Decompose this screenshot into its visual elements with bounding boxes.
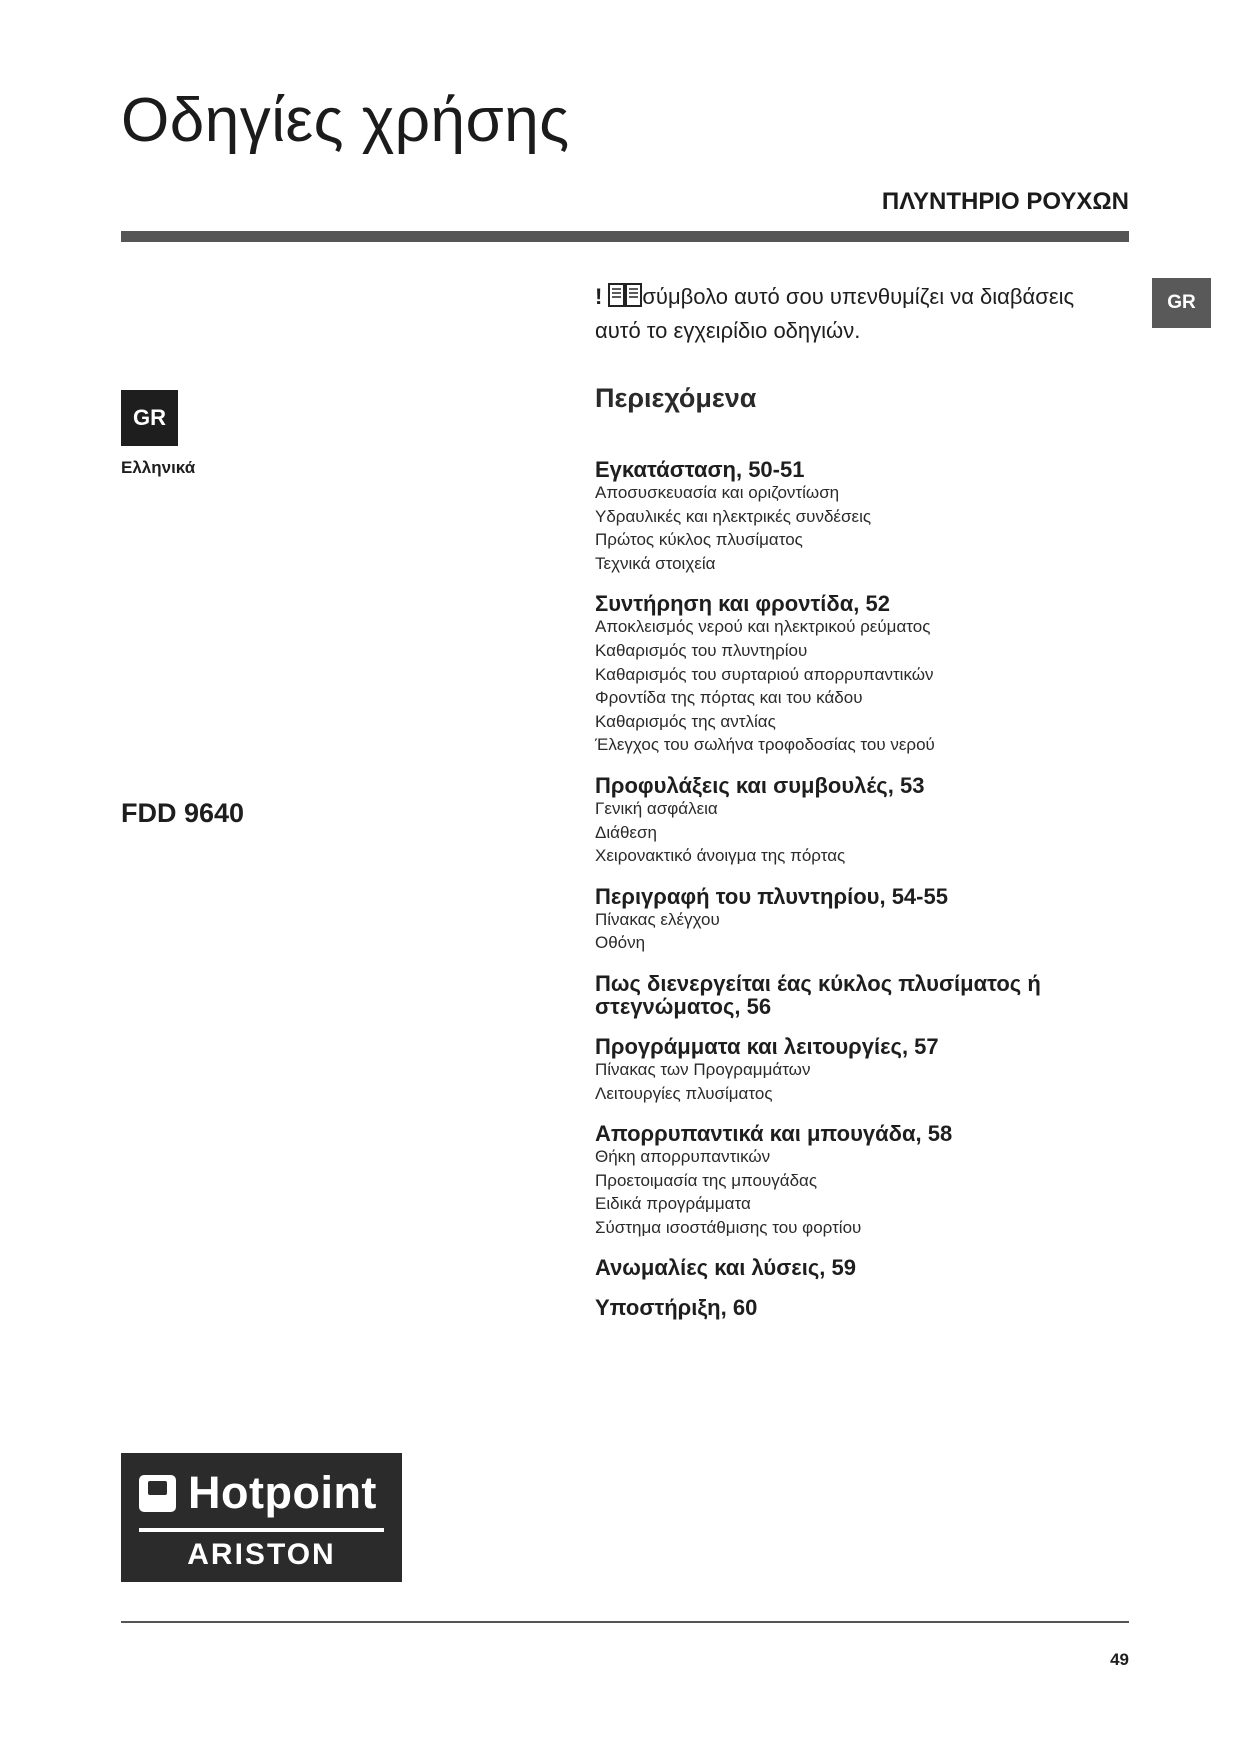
toc-item: Ειδικά προγράμματα <box>595 1194 751 1214</box>
toc-item: Υδραυλικές και ηλεκτρικές συνδέσεις <box>595 506 872 526</box>
toc-section <box>595 592 1115 757</box>
toc-section <box>595 1035 1115 1105</box>
toc-heading: Προγράμματα και λειτουργίες, 57 <box>595 1033 939 1059</box>
logo-divider <box>139 1528 384 1532</box>
language-side-tab: GR <box>1152 278 1211 328</box>
toc-item: Τεχνικά στοιχεία <box>595 553 716 573</box>
toc-section <box>595 885 1115 955</box>
manual-notice <box>595 280 1115 348</box>
notice-text: σύμβολο αυτό σου υπενθυμίζει να διαβάσεις αυτό το εγχειρίδιο οδηγιών. <box>595 284 1075 343</box>
toc-heading: Υποστήριξη, 60 <box>595 1295 758 1321</box>
toc-heading: Περιγραφή του πλυντηρίου, 54-55 <box>595 883 948 909</box>
table-of-contents <box>595 458 1115 1336</box>
toc-heading: Ανωμαλίες και λύσεις, 59 <box>595 1255 856 1281</box>
toc-section <box>595 458 1115 575</box>
hotpoint-ariston-logo <box>121 1453 402 1582</box>
model-number: FDD 9640 <box>121 798 245 828</box>
logo-brand <box>139 1467 377 1519</box>
book-icon <box>608 281 642 309</box>
page-number: 49 <box>1110 1650 1129 1669</box>
toc-item: Καθαρισμός της αντλίας <box>595 711 776 731</box>
toc-item: Πίνακας των Προγραμμάτων <box>595 1059 811 1079</box>
language-badge: GR <box>121 390 178 446</box>
toc-item: Αποκλεισμός νερού και ηλεκτρικού ρεύματος <box>595 617 931 637</box>
toc-item: Γενική ασφάλεια <box>595 798 718 818</box>
toc-heading: Πως διενεργείται έας κύκλος πλυσίματος ή στεγνώματος, 56 <box>595 970 1041 1019</box>
toc-item: Διάθεση <box>595 822 657 842</box>
toc-item: Θήκη απορρυπαντικών <box>595 1147 771 1167</box>
toc-section <box>595 1256 1115 1279</box>
toc-section <box>595 774 1115 868</box>
toc-item: Φροντίδα της πόρτας και του κάδου <box>595 688 863 708</box>
toc-item: Χειρονακτικό άνοιγμα της πόρτας <box>595 846 846 866</box>
exclamation-mark: ! <box>595 284 603 309</box>
toc-heading: Συντήρηση και φροντίδα, 52 <box>595 591 890 617</box>
contents-title: Περιεχόμενα <box>595 383 757 413</box>
logo-square-icon <box>139 1475 176 1512</box>
toc-item: Καθαρισμός του συρταριού απορρυπαντικών <box>595 664 934 684</box>
logo-brand-text: Hotpoint <box>188 1467 377 1518</box>
toc-item: Λειτουργίες πλυσίματος <box>595 1083 773 1103</box>
logo-sub-text: ARISTON <box>187 1538 336 1571</box>
header-divider <box>121 231 1129 242</box>
toc-section <box>595 972 1115 1018</box>
toc-item: Σύστημα ισοστάθμισης του φορτίου <box>595 1217 862 1237</box>
toc-item: Προετοιμασία της μπουγάδας <box>595 1170 818 1190</box>
toc-item: Πρώτος κύκλος πλυσίματος <box>595 530 803 550</box>
toc-heading: Απορρυπαντικά και μπουγάδα, 58 <box>595 1121 953 1147</box>
page-title: Οδηγίες χρήσης <box>121 86 570 155</box>
toc-heading: Εγκατάσταση, 50-51 <box>595 457 805 482</box>
toc-item: Έλεγχος του σωλήνα τροφοδοσίας του νερού <box>595 735 935 755</box>
language-label: Ελληνικά <box>121 458 196 477</box>
toc-item: Οθόνη <box>595 933 646 953</box>
toc-section <box>595 1122 1115 1239</box>
toc-item: Αποσυσκευασία και οριζοντίωση <box>595 483 840 502</box>
toc-heading: Προφυλάξεις και συμβουλές, 53 <box>595 772 925 798</box>
product-category: ΠΛΥΝΤΗΡΙΟ ΡΟΥΧΩΝ <box>881 188 1129 215</box>
toc-item: Καθαρισμός του πλυντηρίου <box>595 640 808 660</box>
toc-item: Πίνακας ελέγχου <box>595 909 720 929</box>
toc-section <box>595 1296 1115 1319</box>
footer-divider <box>121 1621 1129 1623</box>
